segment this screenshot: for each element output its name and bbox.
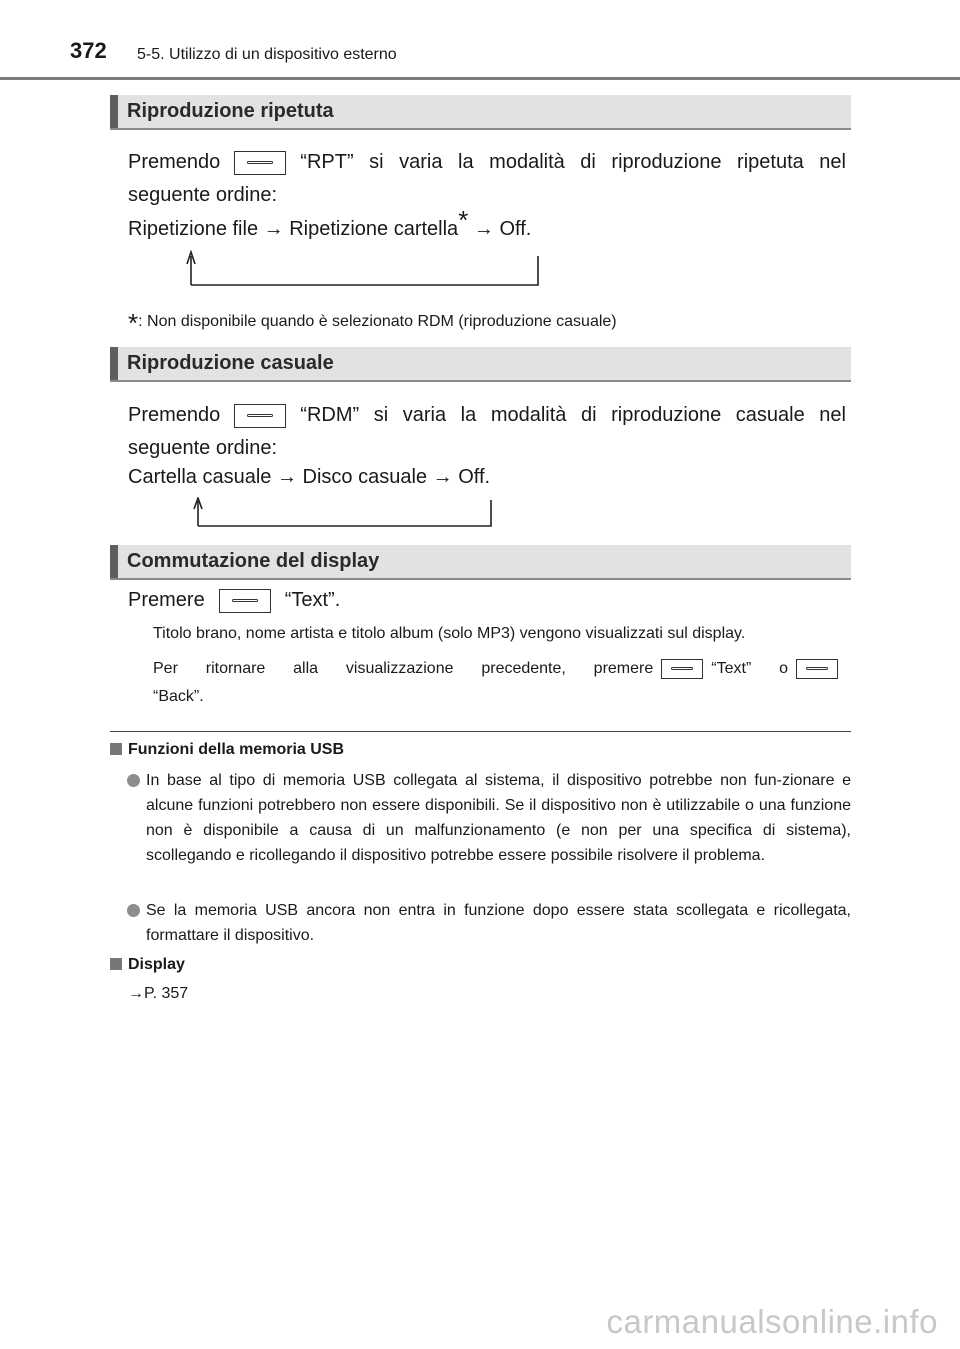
arrow-right-icon: → [432,466,453,488]
cycle-loop-arrow-icon [180,250,550,290]
back-button-icon [796,659,838,679]
return-note-end: “Back”. [153,688,204,705]
arrow-right-icon: → [276,466,297,488]
random-instruction: Premendo “RDM” si varia la modalità di riproduzione casuale nel [128,404,846,426]
repeat-sequence: Ripetizione file → Ripetizione cartella* → Off. [128,205,532,240]
section-heading-display [110,545,851,580]
display-instruction: Premere “Text”. [128,589,341,611]
text-button-icon [661,659,703,679]
header-rule [0,77,960,80]
arrow-right-icon: → [128,985,144,1002]
random-sequence: Cartella casuale → Disco casuale → Off. [128,466,491,488]
section-title: Commutazione del display [127,550,380,572]
arrow-right-icon: → [473,218,494,240]
watermark: carmanualsonline.info [606,1303,938,1340]
circle-bullet-icon [127,774,140,787]
page-reference-link[interactable]: →P. 357 [128,985,189,1002]
circle-bullet-icon [127,904,140,917]
arrow-right-icon: → [263,218,284,240]
repeat-instruction: Premendo “RPT” si varia la modalità di riproduzione ripetuta nel [128,151,846,173]
list-item: In base al tipo di memoria USB collegata al sistema, il dispositivo potrebbe non fun-zionare e alcune funzioni potrebbero non essere disponibili. Se il dispositivo non è utilizzabile o una funzione non è disponibile a causa di un malfunzionamento (e non per una specifica di sistema), scollegando e ricollegando il dispositivo potrebbe essere possibile risolvere il problema. [127,768,851,868]
display-note: Titolo brano, nome artista e titolo album (solo MP3) vengono visualizzati sul display. [153,625,746,642]
section-title: Riproduzione ripetuta [127,100,334,122]
chapter-title: 5-5. Utilizzo di un dispositivo esterno [137,46,397,63]
asterisk-icon: * [128,308,139,338]
rpt-button-icon [234,151,286,175]
asterisk-icon: * [458,205,469,236]
page-number: 372 [70,38,107,63]
list-item: Se la memoria USB ancora non entra in funzione dopo essere stata scollegata e ricollegata, formattare il dispositivo. [127,898,851,948]
text-button-icon [219,589,271,613]
display-heading: Display [110,956,185,974]
section-heading-random [110,347,851,382]
section-title: Riproduzione casuale [127,352,334,374]
repeat-order-label: seguente ordine: [128,184,278,206]
section-divider [110,731,851,732]
footnote: *: Non disponibile quando è selezionato RDM (riproduzione casuale) [128,308,617,338]
random-order-label: seguente ordine: [128,437,278,459]
return-note: Per ritornare alla visualizzazione precedente, premere “Text” o [153,656,846,682]
square-bullet-icon [110,743,122,755]
usb-functions-heading: Funzioni della memoria USB [110,741,344,759]
rdm-button-icon [234,404,286,428]
square-bullet-icon [110,958,122,970]
section-heading-repeat [110,95,851,130]
cycle-loop-arrow-icon [186,497,506,531]
